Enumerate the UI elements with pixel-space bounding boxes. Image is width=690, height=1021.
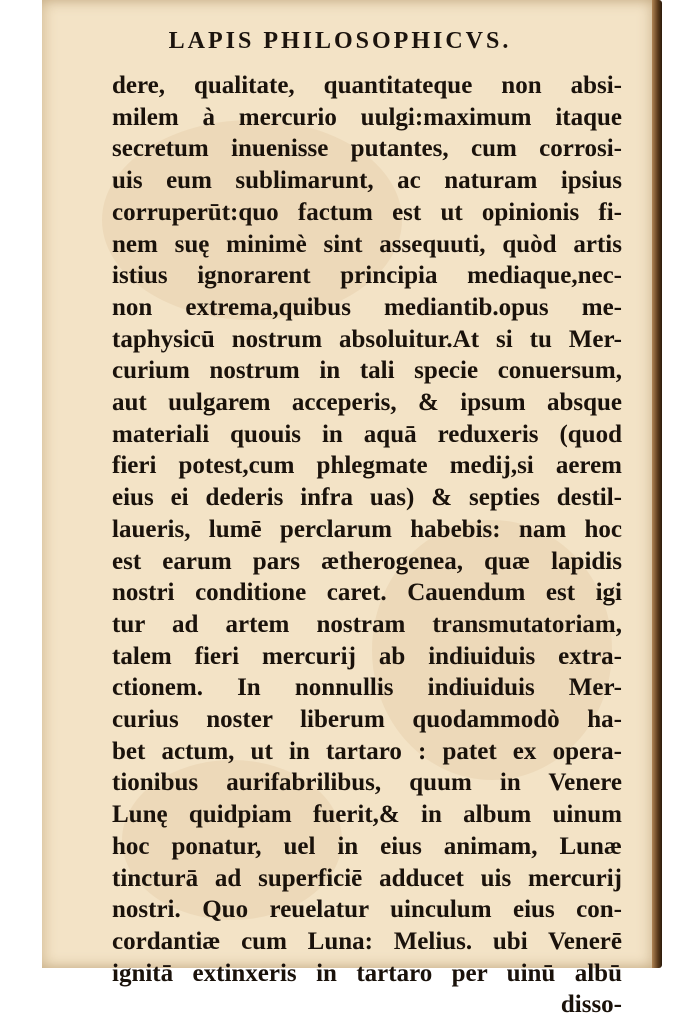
text-line: bet actum, ut in tartaro : patet ex opera-	[112, 737, 622, 765]
text-line: Lunę quidpiam fuerit,& in album uinum	[112, 801, 622, 829]
text-line: materiali quouis in aquā reduxeris (quod	[112, 420, 622, 448]
text-line: tionibus aurifabrilibus, quum in Venere	[112, 769, 622, 797]
text-line: istius ignorarent principia mediaque,nec-	[112, 262, 622, 290]
text-line: curius noster liberum quodammodò ha-	[112, 706, 622, 734]
text-line: fieri potest,cum phlegmate medij,si aerem	[112, 452, 622, 480]
text-line: corruperūt:quo factum est ut opinionis fi-	[112, 198, 622, 226]
text-line: nem suę minimè sint assequuti, quòd artis	[112, 230, 622, 258]
text-line: hoc ponatur, uel in eius animam, Lunæ	[112, 832, 622, 860]
text-line: secretum inuenisse putantes, cum corrosi-	[112, 135, 622, 163]
text-line: nostri. Quo reuelatur uinculum eius con-	[112, 896, 622, 924]
text-line: taphysicū nostrum absoluitur.At si tu Mer-	[112, 325, 622, 353]
text-line: curium nostrum in tali specie conuersum,	[112, 357, 622, 385]
text-line: tur ad artem nostram transmutatoriam,	[112, 610, 622, 638]
page-edge	[652, 0, 662, 968]
text-line: talem fieri mercurij ab indiuiduis extra-	[112, 642, 622, 670]
text-line: nostri conditione caret. Cauendum est igi	[112, 579, 622, 607]
catchword: disso-	[560, 991, 622, 1019]
body-text	[112, 70, 622, 1021]
text-line: milem à mercurio uulgi:maximum itaque	[112, 103, 622, 131]
text-line: ctionem. In nonnullis indiuiduis Mer-	[112, 674, 622, 702]
text-line: est earum pars ætherogenea, quæ lapidis	[112, 547, 622, 575]
running-title: LAPIS PHILOSOPHICVS.	[168, 28, 512, 54]
text-line: cordantiæ cum Luna: Melius. ubi Venerē	[112, 927, 622, 955]
text-line: non extrema,quibus mediantib.opus me-	[112, 293, 622, 321]
text-line: dere, qualitate, quantitateque non absi-	[112, 72, 622, 99]
text-line: laueris, lumē perclarum habebis: nam hoc	[112, 515, 622, 543]
text-line: aut uulgarem acceperis, & ipsum absque	[112, 389, 622, 417]
text-line: tincturā ad superficiē adducet uis mercurij	[112, 864, 622, 892]
text-line: eius ei dederis infra uas) & septies destil-	[112, 484, 622, 512]
text-line: uis eum sublimarunt, ac naturam ipsius	[112, 167, 622, 195]
text-line: ignitā extinxeris in tartaro per uinū albū	[112, 959, 622, 987]
